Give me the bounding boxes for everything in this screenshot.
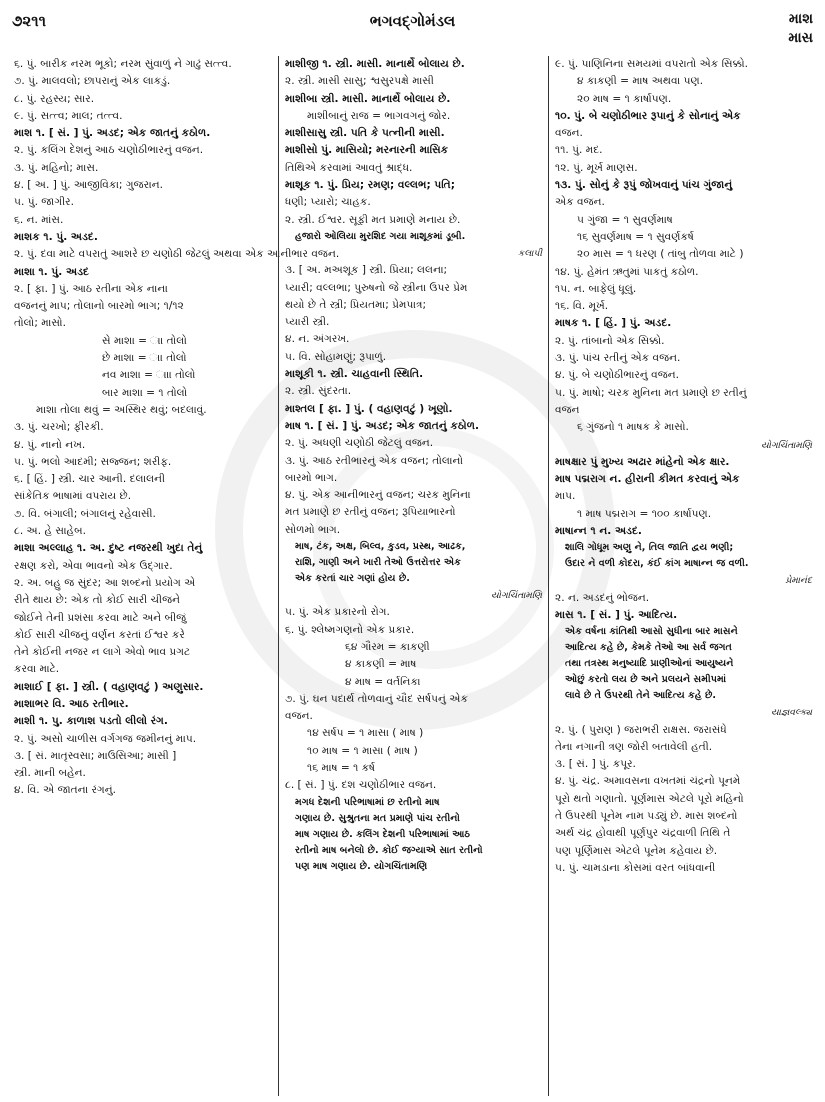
entry-line: આદિત્ય કહે છે, કેમકે તેઓ આ સર્વ જગત [565, 642, 732, 654]
entry-line: હજારો ઓલિયા મુરશિદ ગયા માશૂકમાં ડૂબી. [295, 230, 466, 242]
entry-line: ૪. પું. ચંદ્ર. અમાવસના વખતમાં ચંદ્રનો પૂનમે [555, 775, 741, 788]
entry-headword-line: માશીજી ૧. સ્ત્રી. માસી. માનાર્થે બોલાય છે. [285, 58, 465, 70]
entry-headword-line: માશ્તલ [ ફા. ] પું. ( વહાણવટું ) ખૂણો. [285, 402, 453, 415]
entry-line: કરવા માટે. [14, 663, 60, 676]
book-title: ભગવદ્ગોમંડલ [369, 12, 456, 30]
entry-line: ૧૧. પું. મદ. [555, 144, 603, 157]
entry-headword-line: ૧૩. પું. સોનું કે રૂપું જોખવાનું પાંચ ગુંજાનું [555, 179, 733, 192]
entry-headword-line: માષક ૧. [ હિં. ] પું. અડદ. [555, 317, 672, 330]
entry-headword-line: માશીબા સ્ત્રી. માસી. માનાર્થે બોલાય છે. [285, 92, 451, 105]
entry-line: ૧૪ સર્ષપ = ૧ માસા ( માષ ) [307, 727, 424, 740]
entry-line: વજનનું માપ; તોલાનો બારમો ભાગ; ૧/૧૨ [14, 300, 184, 313]
entry-line: ૬. [ હિં. ] સ્ત્રી. ચાર આની. દલાલની [14, 473, 166, 486]
entry-line: ૫. પું. એક પ્રકારનો રોગ. [285, 606, 390, 619]
entry-line: ૧૬ સુવર્ણમાષ = ૧ સુવર્ણકર્ષ [577, 230, 694, 243]
entry-line: ૬. પું. શ્લેષ્મગણનો એક પ્રકાર. [285, 623, 415, 636]
entry-line: ૬. પું. બારીક નરમ ભૂકો; નરમ સુંવાળું ને ગાઢું સત્ત્વ. [14, 58, 232, 70]
entry-line: પણ માષ ગણાય છે. યોગચિંતામણિ [295, 860, 428, 872]
source-citation: યોગચિંતામણિ [761, 439, 812, 451]
entry-line: મગધ દેશની પરિભાષામાં છ રતીનો માષ [295, 796, 440, 808]
entry-line: ૪ માષ = વર્તનિકા [345, 675, 421, 688]
dictionary-columns [8, 56, 820, 1096]
entry-line: એક વર્ષના કાંતિથી આસો સુધીના બાર માસને [565, 626, 738, 638]
entry-line: નવ માશા = ાાા તોલો [102, 369, 196, 382]
entry-line: ૨. અ. બહુ જ સુંદર; આ શબ્દનો પ્રયોગ એ [14, 576, 196, 589]
page-number: ૭૨૧૧ [12, 12, 46, 30]
entry-line: ધણી; પ્યારો; ચાહક. [285, 196, 371, 209]
guide-word-first: માશ [788, 11, 813, 27]
entry-line: રતીનો માષ બનેલો છે. કોઈ જગ્યાએ સાત રતીનો [295, 844, 483, 856]
entry-line: બારમો ભાગ. [285, 471, 338, 484]
entry-line: પ્યારી સ્ત્રી. [285, 316, 330, 329]
entry-line: ૧૦ માષ = ૧ માસા ( માષ ) [307, 744, 418, 757]
entry-line: ૭. વિ. બંગાલી; બંગાલનું રહેવાસી. [14, 507, 156, 520]
entry-line: સોળમો ભાગ. [285, 523, 341, 536]
entry-line: તથા તત્રસ્થ મનુષ્યાદિ પ્રાણીઓનાં આયુષ્યને [565, 658, 734, 670]
entry-line: ૨૦ માષ = ૧ કાર્ષાપણ. [577, 92, 672, 105]
entry-line: છે માશા = ાા તોલો [102, 352, 187, 365]
entry-line: મત પ્રમાણે છ રતીનું વજન; રૂપિયાભારનો [285, 506, 456, 519]
entry-headword-line: માશાભર વિ. આઠ રતીભાર. [14, 697, 129, 710]
entry-line: પણ પૂર્ણિમાસ એટલે પૂનેમ કહેવાય છે. [555, 844, 718, 857]
entry-line: સ્ત્રી. માની બહેન. [14, 767, 86, 780]
entry-line: ૫. પું. માષો; ચરક મુનિના મત પ્રમાણે છ રતીનું [555, 386, 747, 399]
entry-line: ૨. ન. અડદનું ભોજન. [555, 591, 650, 604]
column-right [548, 56, 818, 1096]
entry-line: રાશિ, ગાણી અને ખારી તેઓ ઉત્તરોત્તર એક [295, 557, 461, 569]
entry-line: ૮. [ સં. ] પું. દશ ચણોઠીભાર વજન. [285, 779, 437, 792]
source-citation: યાજ્ઞવલ્ક્ય [771, 707, 812, 719]
entry-line: અર્થ ચંદ્ર હોવાથી પૂર્ણપુર ચંદ્રવાળી તિથિ તે [555, 827, 731, 840]
entry-line: ૫. વિ. સોહામણું; રૂપાળું. [285, 350, 387, 363]
column-middle [278, 56, 548, 1096]
entry-line: ૭. પું. ઘન પદાર્થ તોળવાનું ચૌદ સર્ષપનું એક [285, 692, 468, 705]
entry-line: તિથિએ કરવામાં આવતું શ્રાદ્ધ. [285, 161, 413, 174]
entry-line: ૪ કાકણી = માષ અથવા પણ. [577, 75, 704, 88]
entry-line: ૨. પું. કલિંગ દેશનું આઠ ચણોઠીભારનું વજન. [14, 144, 204, 157]
entry-line: ૩. પું. મહિનો; માસ. [14, 161, 99, 174]
entry-line: ૬ ગુંજનો ૧ માષક કે માસો. [577, 421, 689, 434]
entry-headword-line: માશ ૧. [ સં. ] પું. અડદ; એક જાતનું કઠોળ. [14, 127, 211, 140]
entry-line: તોલો; માસો. [14, 317, 66, 330]
entry-line: ૪. પું. એક આનીભારનું વજન; ચરક મુનિના [285, 489, 471, 502]
entry-line: શાલિ ગોધૂમ અણુ ને, તિલ જાતિ દ્વય ભણી; [565, 542, 734, 554]
entry-headword-line: માશૂકી ૧. સ્ત્રી. ચાહવાની સ્થિતિ. [285, 368, 424, 381]
guide-word-last: માસ [788, 30, 813, 46]
entry-line: ૨. પું. તાંબાનો એક સિક્કો. [555, 334, 665, 347]
entry-line: ૯. પું. સત્ત્વ; માલ; તત્ત્વ. [14, 109, 123, 122]
entry-line: ૭. પું. માલવલો; છાપરાનું એક લાકડું. [14, 75, 171, 88]
entry-line: પૂરો થતો ગણાતો. પૂર્ણમાસ એટલે પૂરો મહિનો [555, 792, 744, 805]
entry-line: ૧ માષ પદ્મરાગ = ૧૦૦ કાર્ષાપણ. [577, 507, 712, 520]
entry-line: તેના નગાની ત્રણ જોરી બતાવેલી હતી. [555, 740, 713, 753]
entry-line: જોઈને તેની પ્રશંસા કરવા માટે અને બીજું [14, 611, 187, 624]
entry-headword-line: માષાન્ન ૧ ન. અડદ. [555, 525, 642, 538]
entry-line: ૨. સ્ત્રી. ઈશ્વર. સૂફી મત પ્રમાણે મનાય છે. [285, 213, 461, 226]
entry-headword-line: માશી ૧. પુ. કાળાશ પડતો લીલો રંગ. [14, 715, 168, 728]
entry-line: ૫. પું. ભલો આદમી; સજ્જન; શરીફ. [14, 455, 172, 468]
entry-headword-line: માશીસો પું. માસિયો; મરનારની માસિક [285, 144, 449, 157]
entry-headword-line: માષ ૧. [ સં. ] પું. અડદ; એક જાતનું કઠોળ. [285, 419, 479, 432]
entry-line: ૩. [ સં. માતૃસ્વસા; માઉસિઆ; માસી ] [14, 749, 177, 762]
entry-line: ૩. [ સં. ] પું. કપૂર. [555, 758, 636, 771]
entry-line: સે માશા = ાા તોલો [102, 334, 187, 347]
entry-line: બાર માશા = ૧ તોલો [102, 386, 188, 399]
entry-line: ૧૫. ન. બાફેલું ધૂલું. [555, 282, 637, 295]
entry-line: વજન [555, 403, 580, 416]
entry-headword-line: ૧૦. પું. બે ચણોઠીભાર રૂપાનું કે સોનાનું એક [555, 109, 741, 122]
entry-headword-line: માસ ૧. [ સં. ] પું. આદિત્ય. [555, 608, 678, 621]
entry-line: ૨. પું. ( પુરાણ ) જરાભરી રાક્ષસ. જરાસંધે [555, 723, 727, 736]
entry-line: ૯. પું. પાણિનિના સમયમાં વપરાતો એક સિક્કો. [555, 58, 748, 70]
entry-line: ૧૬. વિ. મૂર્ખ. [555, 300, 609, 313]
source-citation: પ્રેમાનંદ [785, 575, 812, 587]
entry-line: પ્યારી; વલ્લભા; પુરુષનો જે સ્ત્રીના ઉપર પ્રેમ [285, 281, 468, 294]
entry-headword-line: માશાઈ [ ફા. ] સ્ત્રી. ( વહાણવટું ) અણુસાર. [14, 680, 204, 693]
entry-headword-line: માષ પદ્મરાગ ન. હીરાની કીમત કરવાનું એક [555, 473, 740, 486]
entry-line: ૩. [ અ. મઅશૂક ] સ્ત્રી. પ્રિયા; લલના; [285, 264, 448, 277]
entry-headword-line: માશૂક ૧. પું. પ્રિય; રમણ; વલ્લભ; પતિ; [285, 179, 455, 192]
entry-line: ૪. [ અ. ] પું. આજીવિકા; ગુજરાન. [14, 179, 163, 192]
entry-headword-line: માશા અલ્લાહ ૧. અ. દુષ્ટ નજરથી ખુદા તેનું [14, 542, 203, 555]
entry-line: ૩. પું. ચરખો; ફીરકી. [14, 421, 104, 434]
entry-line: ૨૦ માસ = ૧ ધરણ ( તાંબુ તોળવા માટે ) [577, 248, 744, 261]
entry-headword-line: માશા ૧. પું. અડદ [14, 265, 89, 278]
entry-line: ગણાય છે. સુશ્રુતના મત પ્રમાણે પાંચ રતીનો [295, 812, 460, 824]
entry-line: વજન. [555, 127, 583, 140]
entry-line: ૪. વિ. એ જાતના રંગનું. [14, 784, 117, 797]
entry-line: ૮. પું. રહસ્ય; સાર. [14, 92, 95, 105]
entry-line: માષ, ટંક, અક્ષ, બિલ્વ, કુડવ, પ્રસ્થ, આઢક, [295, 541, 466, 553]
entry-line: ૬૪ ગૌરમ = કાકણી [345, 640, 430, 653]
entry-line: ઉદાર ને વળી કોદરા, કંઈ કાંગ માષાન્ન જ વળી. [565, 558, 749, 570]
entry-line: તે ઉપરથી પૂનેમ નામ પડ્યું છે. માસ શબ્દનો [555, 809, 738, 822]
entry-line: ૨. સ્ત્રી. સુંદરતા. [285, 385, 352, 398]
entry-line: ૨. સ્ત્રી. માસી સાસુ; શ્વસુરપક્ષે માસી [285, 75, 434, 88]
source-citation: કલાપી [517, 247, 542, 259]
entry-line: એક કરતાં ચાર ગણાં હોય છે. [295, 573, 410, 585]
source-citation: યોગચિંતામણિ [491, 590, 542, 602]
entry-line: તેને કોઈની નજર ન લાગે એવો ભાવ પ્રગટ [14, 646, 191, 659]
entry-line: ૬. ન. માંસ. [14, 213, 64, 226]
entry-line: ૫. પું. ચામડાના કોસમાં વરત બાંધવાની [555, 861, 716, 874]
entry-headword-line: માશક ૧. પું. અડદ. [14, 230, 98, 243]
entry-line: રીતે થાય છે: એક તો કોઈ સારી ચીજને [14, 594, 180, 607]
entry-line: ૫ ગુંજા = ૧ સુવર્ણમાષ [577, 213, 673, 226]
entry-line: લાવે છે તે ઉપરથી તેને આદિત્ય કહે છે. [565, 690, 717, 702]
entry-line: ૮. અ. હે સાહેબ. [14, 525, 86, 538]
entry-line: ઓછું કરતો લય છે અને પ્રલયને સમીપમાં [565, 674, 727, 686]
entry-line: ૩. પું. પાંચ રતીનું એક વજન. [555, 352, 681, 365]
entry-line: ૨. પું. અસો ચાળીસ વર્ગગજ જમીનનું માપ. [14, 732, 197, 745]
entry-line: માષ ગણાય છે. કલિંગ દેશની પરિભાષામાં આઠ [295, 828, 471, 840]
entry-line: વજન. [285, 710, 313, 723]
entry-line: માપ. [555, 490, 576, 503]
entry-line: ૪. ન. અંગરખ. [285, 333, 350, 346]
guide-words [788, 10, 813, 48]
entry-line: ૧૪. પું. હેમંત ઋતુમાં પાકતું કઠોળ. [555, 265, 699, 278]
entry-line: ૨. પું. દવા માટે વપરાતું આશરે છ ચણોઠી જેટલું અથવા એક આનીભાર વજન. [14, 248, 340, 261]
entry-line: ૪. પું. નાનો નખ. [14, 438, 86, 451]
entry-line: ૨. [ ફા. ] પું. આઠ રતીના એક નાના [14, 282, 168, 295]
entry-line: ૧૨. પું. મૂર્ખ માણસ. [555, 161, 638, 174]
entry-line: રક્ષણ કરો, એવા ભાવનો એક ઉદ્ગાર. [14, 559, 173, 572]
entry-headword-line: માશીસાસુ સ્ત્રી. પતિ કે પત્નીની માસી. [285, 127, 445, 140]
entry-line: સાંકેતિક ભાષામાં વપરાય છે. [14, 490, 132, 503]
entry-line: ૪. પું. બે ચણોઠીભારનું વજન. [555, 369, 680, 382]
entry-line: થયો છે તે સ્ત્રી; પ્રિયતમા; પ્રેમપાત્ર; [285, 298, 427, 311]
entry-line: ૪ કાકણી = માષ [345, 658, 417, 671]
entry-line: એક વજન. [555, 196, 605, 209]
entry-line: માશીબાનું રાજ = ભાગવગનું જોર. [307, 109, 451, 122]
entry-headword-line: માષક્ષાર પું મુખ્ય અઢાર માંહેનો એક ક્ષાર. [555, 455, 730, 468]
page-header [0, 0, 825, 52]
entry-line: ૨. પું. અધણી ચણોઠી જેટલું વજન. [285, 437, 434, 450]
entry-line: કોઈ સારી ચીજનું વર્ણન કરતાં ઈશ્વર કરે [14, 628, 185, 641]
entry-line: ૫. પું. જાગીર. [14, 196, 75, 209]
entry-line: ૩. પું. આઠ રતીભારનું એક વજન; તોલાનો [285, 454, 464, 467]
entry-line: માશા તોલા થવું = અસ્થિર થવું; બદલાવું. [36, 403, 207, 416]
entry-line: ૧૬ માષ = ૧ કર્ષ [307, 761, 376, 774]
